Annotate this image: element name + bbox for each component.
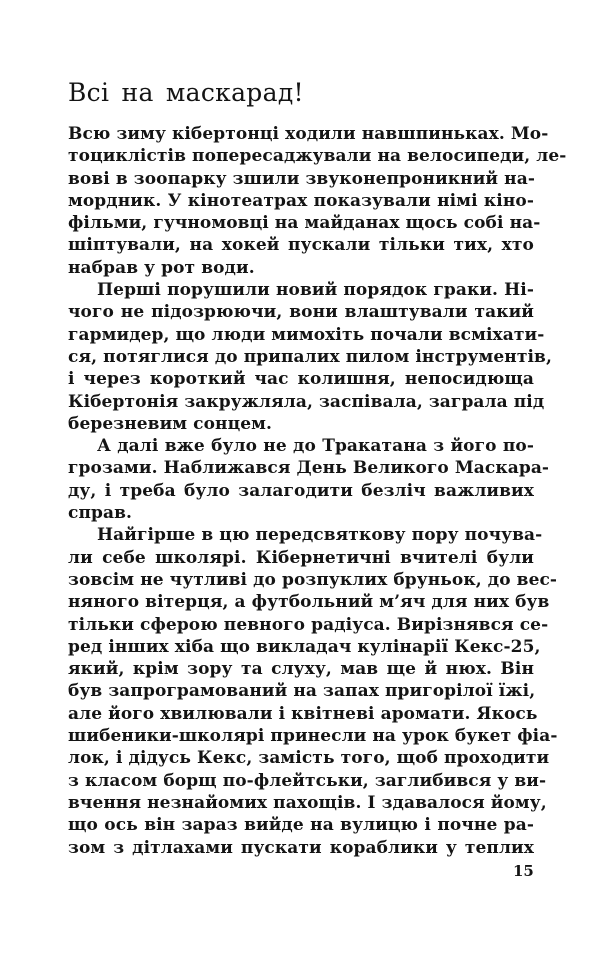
chapter-title: Всі на маскарад!	[68, 78, 304, 107]
body-text	[68, 123, 567, 859]
text-line: зом з дітлахами пускати кораблики у теплих	[68, 837, 534, 858]
text-line: березневим сонцем.	[68, 413, 273, 434]
text-line: набрав у рот води.	[68, 257, 255, 278]
text-line: ся, потяглися до припалих пилом інструментів,	[68, 346, 552, 367]
text-line: шибеники-школярі принесли на урок букет фіа-	[68, 726, 558, 747]
text-line: гармидер, що люди мимохіть почали всміхати-	[68, 324, 545, 345]
text-line: грозами. Наближався День Великого Маскара-	[68, 458, 550, 479]
text-line: з класом борщ по-флейтськи, заглибився у ви-	[68, 770, 547, 791]
text-line: тоциклістів попересаджували на велосипеди, ле-	[68, 146, 567, 167]
text-line: Кібертонія закружляла, заспівала, заграла під	[68, 391, 545, 412]
text-line: тільки сферою певного радіуса. Вирізнявся се-	[68, 614, 549, 635]
text-line: мордник. У кінотеатрах показували німі кіно-	[68, 190, 534, 211]
text-line: няного вітерця, а футбольний м’яч для них був	[68, 592, 550, 613]
text-line: Найгірше в цю передсвяткову пору почува-	[97, 525, 543, 546]
text-line: але його хвилювали і квітневі аромати. Якось	[68, 703, 538, 724]
text-line: який, крім зору та слуху, мав ще й нюх. Він	[68, 659, 534, 680]
text-line: вові в зоопарку зшили звуконепроникний на-	[68, 168, 535, 189]
text-line: чого не підозрюючи, вони влаштували такий	[68, 302, 534, 323]
page-number: 15	[513, 862, 534, 880]
text-line: що ось він зараз вийде на вулицю і почне ра-	[68, 815, 534, 836]
text-line: був запрограмований на запах пригорілої їжі,	[68, 681, 536, 702]
text-line: А далі вже було не до Тракатана з його по-	[97, 436, 534, 457]
text-line: і через короткий час колишня, непосидюща	[68, 369, 534, 390]
text-line: Всю зиму кібертонці ходили навшпиньках. Мо-	[68, 124, 549, 144]
text-line: ред інших хіба що викладач кулінарії Кекс-25,	[68, 636, 541, 657]
text-line: фільми, гучномовці на майданах щось собі на-	[68, 213, 541, 234]
text-line: Перші порушили новий порядок граки. Ні-	[97, 280, 534, 301]
text-line: зовсім не чутливі до розпуклих бруньок, до вес-	[68, 569, 558, 590]
text-line: лок, і дідусь Кекс, замість того, щоб проходити	[68, 748, 550, 769]
text-line: вчення незнайомих пахощів. І здавалося йому,	[68, 792, 547, 813]
text-line: ли себе школярі. Кібернетичні вчителі були	[68, 547, 534, 568]
text-line: справ.	[68, 503, 133, 524]
text-line: шіптували, на хокей пускали тільки тих, хто	[68, 235, 534, 256]
text-line: ду, і треба було залагодити безліч важливих	[68, 480, 534, 501]
